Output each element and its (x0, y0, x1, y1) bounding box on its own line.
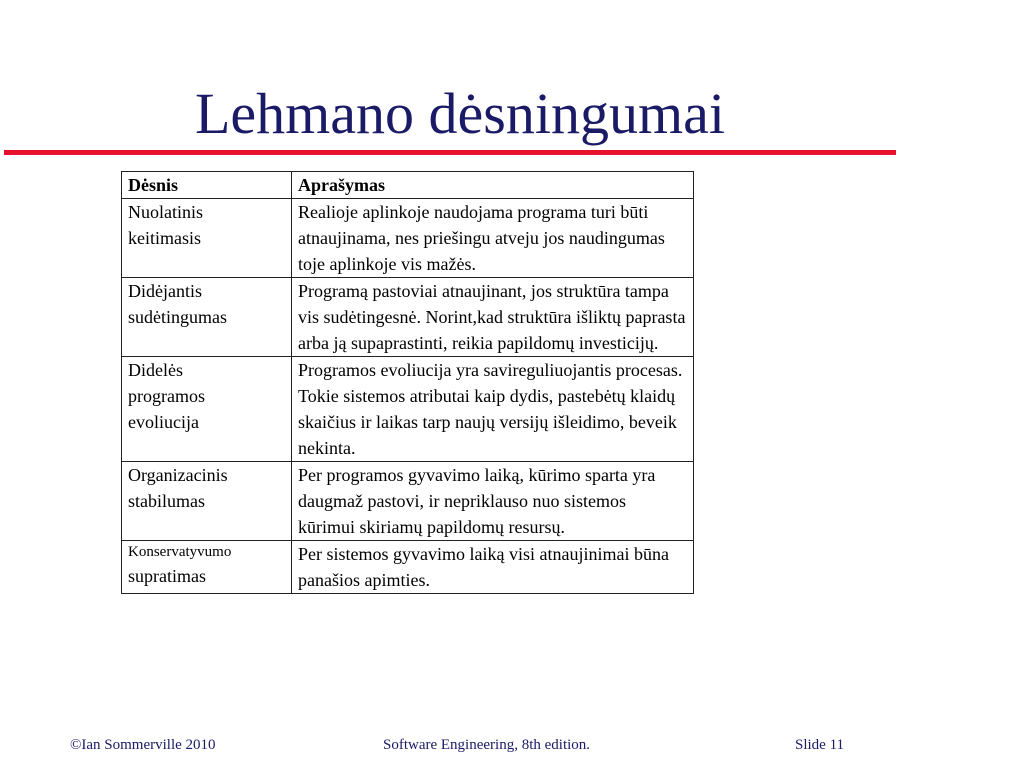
table-row (122, 357, 694, 462)
description-cell: Per programos gyvavimo laiką, kūrimo sparta yra daugmaž pastovi, ir nepriklauso nuo sistemos kūrimui skiriamų papildomų resursų. (292, 462, 694, 541)
law-name-line: stabilumas (128, 491, 205, 511)
title-underline (4, 150, 896, 155)
footer-book-title: Software Engineering, 8th edition. (383, 737, 591, 753)
table-row (122, 278, 694, 357)
law-name-line: evoliucija (128, 412, 199, 432)
table-row (122, 462, 694, 541)
law-name-line: Didelės (128, 360, 183, 380)
description-cell: Programą pastoviai atnaujinant, jos struktūra tampa vis sudėtingesnė. Norint,kad struktūra išliktų paprasta arba ją supaprastinti, reikia papildomų investicijų. (292, 278, 694, 357)
law-name-line: sudėtingumas (128, 307, 227, 327)
footer-copyright: ©Ian Sommerville 2010 (70, 737, 216, 753)
table-row (122, 541, 694, 594)
law-name-line: Nuolatinis (128, 202, 203, 222)
law-cell (122, 278, 292, 357)
table-header-row (122, 172, 694, 199)
law-name-line: keitimasis (128, 228, 201, 248)
law-name-line: Konservatyvumo (128, 544, 232, 560)
slide-title: Lehmano dėsningumai (195, 81, 725, 146)
lehman-laws-table (121, 171, 694, 594)
header-law: Dėsnis (122, 172, 292, 199)
table-row (122, 199, 694, 278)
law-cell (122, 541, 292, 594)
law-name-line: Didėjantis (128, 281, 202, 301)
description-cell: Realioje aplinkoje naudojama programa turi būti atnaujinama, nes priešingu atveju jos naudingumas toje aplinkoje vis mažės. (292, 199, 694, 278)
footer-slide-number: Slide 11 (795, 737, 845, 753)
law-cell (122, 357, 292, 462)
law-cell (122, 199, 292, 278)
law-name-line: programos (128, 386, 205, 406)
law-cell (122, 462, 292, 541)
description-cell: Per sistemos gyvavimo laiką visi atnaujinimai būna panašios apimties. (292, 541, 694, 594)
law-name-line: supratimas (128, 566, 206, 586)
law-name-line: Organizacinis (128, 465, 228, 485)
description-cell: Programos evoliucija yra savireguliuojantis procesas. Tokie sistemos atributai kaip dydis, pastebėtų klaidų skaičius ir laikas tarp naujų versijų išleidimo, beveik nekinta. (292, 357, 694, 462)
header-description: Aprašymas (292, 172, 694, 199)
